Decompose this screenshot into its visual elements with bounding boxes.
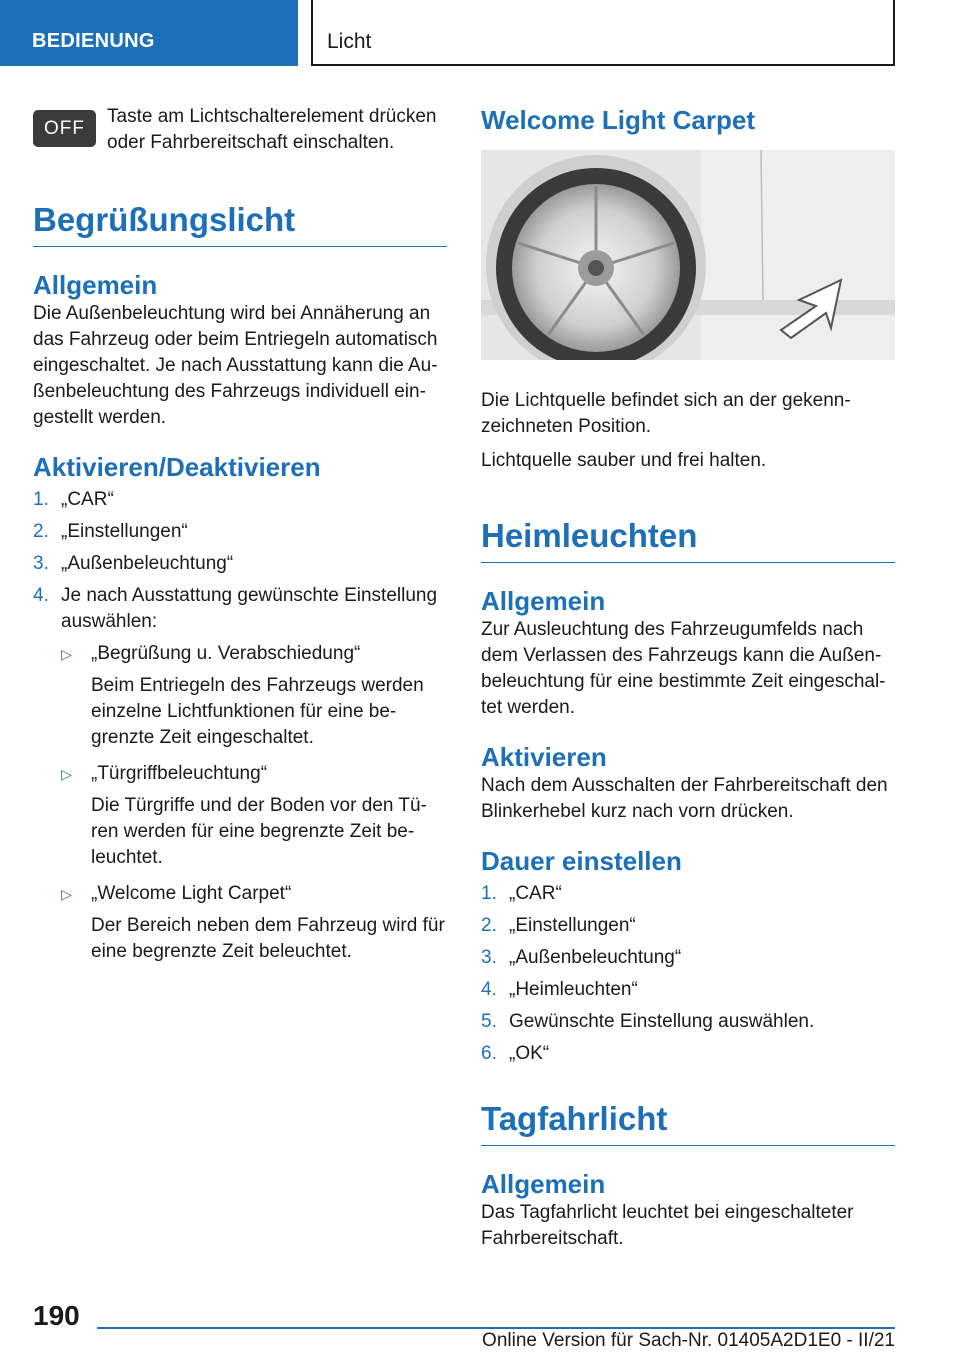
heading-aktivieren-deaktivieren: Aktivieren/Deaktivieren <box>33 452 321 482</box>
option-item: ▷ „Welcome Light Carpet“ Der Bereich neben dem Fahrzeug wird für eine begrenzte Zeit beleuchtet. <box>61 883 445 962</box>
list-item: 6. „OK“ <box>481 1043 550 1064</box>
list-item: 1. „CAR“ <box>33 489 114 510</box>
option-item: ▷ „Begrüßung u. Verabschiedung“ Beim Entriegeln des Fahrzeugs werden einzelne Lichtfunktionen für eine be-grenzte Zeit eingeschaltet. <box>61 643 424 748</box>
list-item: 4. „Heimleuchten“ <box>481 979 638 1000</box>
carpet-text-2: Lichtquelle sauber und frei halten. <box>481 450 767 471</box>
chapter-header: Licht <box>311 0 895 66</box>
left-column <box>33 96 447 975</box>
list-item: 2. „Einstellungen“ <box>33 521 188 542</box>
right-column <box>481 96 895 1252</box>
section-header: BEDIENUNG <box>0 0 298 66</box>
general-text: Die Außenbeleuchtung wird bei Annäherung an das Fahrzeug oder beim Entriegeln automatisch eingeschaltet. Je nach Ausstattung kann die Au-ßenbeleuchtung des Fahrzeugs individuell ein-gestellt werden. <box>33 303 438 428</box>
heading-heimleuchten: Heimleuchten <box>481 516 895 563</box>
heading-begruessungslicht: Begrüßungslicht <box>33 200 447 247</box>
day-general-text: Das Tagfahrlicht leuchtet bei eingeschalteter Fahrbereitschaft. <box>481 1202 854 1249</box>
heading-allgemein-home: Allgemein <box>481 586 606 616</box>
list-item: 4. Je nach Ausstattung gewünschte Einstellung auswählen: ▷ „Begrüßung u. Verabschiedung“ Beim Entriegeln des Fahrzeugs werden einzelne Lichtfunktionen für eine be-grenzte Zeit eingeschaltet. ▷ „Türgriffbeleuchtung“ Die Türgriffe und der Boden vor den Tü-ren werden für eine begrenzte Zeit be-leuchtet. ▷ „Welcome Light Carpet“ Der Bereich neben dem Fahrzeug wird für eine begrenzte Zeit beleuchtet. <box>33 583 447 965</box>
off-button-icon: OFF <box>33 110 96 147</box>
duration-steps <box>481 881 895 1067</box>
list-item: 1. „CAR“ <box>481 883 562 904</box>
home-activate-text: Nach dem Ausschalten der Fahrbereitschaft den Blinkerhebel kurz nach vorn drücken. <box>481 775 888 822</box>
list-item: 3. „Außenbeleuchtung“ <box>33 553 234 574</box>
option-list <box>61 641 447 965</box>
option-item: ▷ „Türgriffbeleuchtung“ Die Türgriffe und der Boden vor den Tü-ren werden für eine begrenzte Zeit be-leuchtet. <box>61 763 427 868</box>
triangle-bullet-icon: ▷ <box>61 886 72 902</box>
triangle-bullet-icon: ▷ <box>61 646 72 662</box>
carpet-text-1: Die Lichtquelle befindet sich an der gekenn-zeichneten Position. <box>481 390 851 437</box>
list-item: 3. „Außenbeleuchtung“ <box>481 947 682 968</box>
heading-allgemein: Allgemein <box>33 270 158 300</box>
activation-steps <box>33 487 447 965</box>
list-item: 5. Gewünschte Einstellung auswählen. <box>481 1011 815 1032</box>
page-number: 190 <box>33 1300 80 1331</box>
heading-tagfahrlicht: Tagfahrlicht <box>481 1099 895 1146</box>
online-version-text: Online Version für Sach-Nr. 01405A2D1E0 - II/21 <box>482 1330 895 1351</box>
car-wheel-illustration <box>481 150 895 360</box>
heading-welcome-light-carpet: Welcome Light Carpet <box>481 105 756 135</box>
heading-allgemein-day: Allgemein <box>481 1169 606 1199</box>
list-item: 2. „Einstellungen“ <box>481 915 636 936</box>
triangle-bullet-icon: ▷ <box>61 766 72 782</box>
heading-aktivieren: Aktivieren <box>481 742 607 772</box>
home-general-text: Zur Ausleuchtung des Fahrzeugumfelds nach dem Verlassen des Fahrzeugs kann die Außen-beleuchtung für eine bestimmte Zeit eingeschal-tet werden. <box>481 619 886 718</box>
off-instruction-text: Taste am Lichtschalterelement drücken oder Fahrbereitschaft einschalten. <box>107 106 437 153</box>
heading-dauer-einstellen: Dauer einstellen <box>481 846 682 876</box>
footer-divider <box>97 1327 895 1329</box>
off-button-instruction <box>33 96 447 153</box>
